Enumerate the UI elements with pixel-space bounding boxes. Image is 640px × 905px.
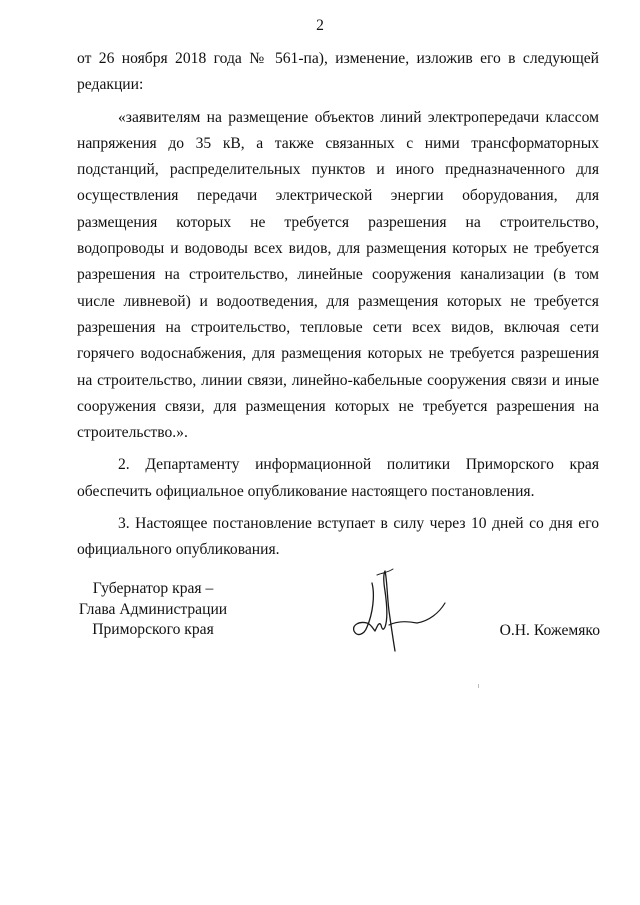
handwritten-signature (337, 565, 447, 655)
signatory-title-line: Глава Администрации (78, 600, 228, 618)
paragraph-quoted-text: «заявителям на размещение объектов линий электропередачи классом напряжения до 35 кВ, а также связанных с ними трансформаторных подстанций, распределительных пунктов и иного предназначенного для осуществления передачи электрической энергии оборудования, для размещения которых не требуется разрешения на строительство, водопроводы и водоводы всех видов, для размещения которых не требуется разрешения на строительство, линейные сооружения канализации (в том числе ливневой) и водоотведения, для размещения которых не требуется разрешения на строительство, тепловые сети всех видов, включая сети горячего водоснабжения, для размещения которых не требуется разрешения на строительство, линии связи, линейно-кабельные сооружения связи и иные сооружения связи, для размещения которых не требуется разрешения на строительство.». (77, 108, 599, 442)
paragraph-intro: от 26 ноября 2018 года № 561-па), изменение, изложив его в следующей редакции: (77, 50, 599, 94)
signatory-title (76, 579, 230, 641)
signatory-title-line: Приморского края (92, 621, 214, 638)
document-body (77, 46, 599, 564)
signatory-name: О.Н. Кожемяко (499, 622, 600, 639)
scan-artifact (478, 684, 479, 688)
signatory-title-line: Губернатор края – (92, 580, 214, 597)
page-number: 2 (316, 17, 324, 34)
paragraph-item-2: 2. Департаменту информационной политики Приморского края обеспечить официальное опубликование настоящего постановления. (77, 456, 599, 500)
paragraph-item-3: 3. Настоящее постановление вступает в силу через 10 дней со дня его официального опубликования. (77, 515, 599, 559)
